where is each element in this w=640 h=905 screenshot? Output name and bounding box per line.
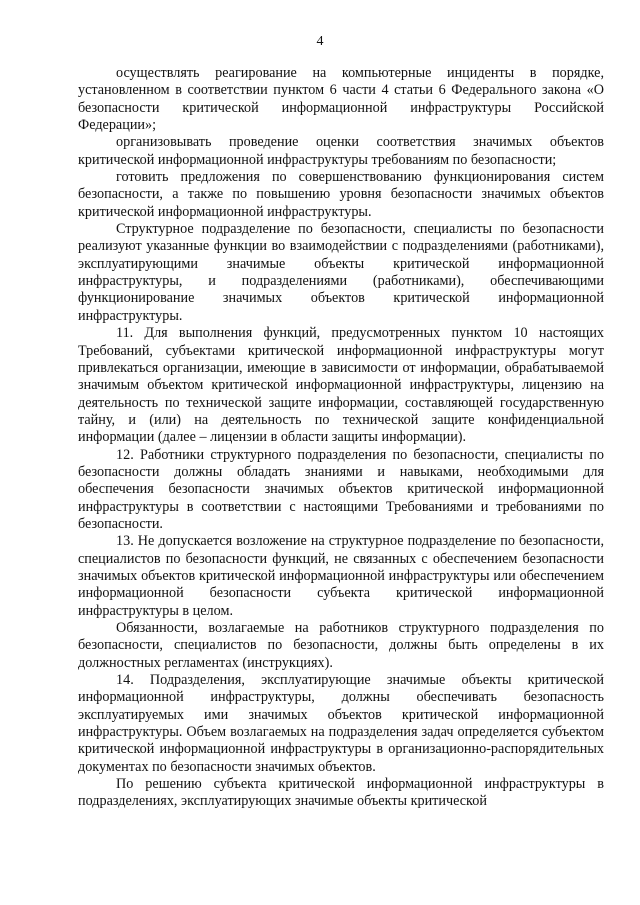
paragraph-11-licenses: 11. Для выполнения функций, предусмотренных пунктом 10 настоящих Требований, субъектами критической информационной инфраструктуры могут привлекаться организации, имеющие в зависимости от информации, обрабатываемой значимым объектом критической информационной инфраструктуры, лицензию на деятельность по технической защите информации, составляющей государственную тайну, и (или) на деятельность по технической защите конфиденциальной информации (далее – лицензии в области защиты информации).	[78, 325, 604, 446]
paragraph-reaction-incidents: осуществлять реагирование на компьютерные инциденты в порядке, установленном в соответствии пунктом 6 части 4 статьи 6 Федерального закона «О безопасности критической информационной инфраструктуры Российской Федерации»;	[78, 65, 604, 134]
paragraph-subject-decision: По решению субъекта критической информационной инфраструктуры в подразделениях, эксплуатирующих значимые объекты критической	[78, 776, 604, 810]
paragraph-duties: Обязанности, возлагаемые на работников структурного подразделения по безопасности, специалистов по безопасности, должны быть определены в их должностных регламентах (инструкциях).	[78, 620, 604, 671]
document-body	[78, 65, 604, 811]
page-number: 4	[316, 34, 324, 49]
paragraph-14-subdivisions: 14. Подразделения, эксплуатирующие значимые объекты критической информационной инфраструктуры, должны обеспечивать безопасность эксплуатируемых ими значимых объектов критической информационной инфраструктуры. Объем возлагаемых на подразделения задач определяется субъектом критической информационной инфраструктуры в организационно-распорядительных документах по безопасности значимых объектов.	[78, 672, 604, 775]
paragraph-conformity-assessment: организовывать проведение оценки соответствия значимых объектов критической информационной инфраструктуры требованиям по безопасности;	[78, 134, 604, 168]
paragraph-interaction: Структурное подразделение по безопасности, специалисты по безопасности реализуют указанные функции во взаимодействии с подразделениями (работниками), эксплуатирующими значимые объекты критической информационной инфраструктуры, и подразделениями (работниками), обеспечивающими функционирование значимых объектов критической информационной инфраструктуры.	[78, 221, 604, 324]
paragraph-13-restrictions: 13. Не допускается возложение на структурное подразделение по безопасности, специалистов по безопасности функций, не связанных с обеспечением безопасности значимых объектов критической информационной инфраструктуры или обеспечением информационной безопасности субъекта критической информационной инфраструктуры в целом.	[78, 533, 604, 619]
paragraph-12-knowledge: 12. Работники структурного подразделения по безопасности, специалисты по безопасности должны обладать знаниями и навыками, необходимыми для обеспечения безопасности значимых объектов критической информационной инфраструктуры в соответствии с настоящими Требованиями и требованиями по безопасности.	[78, 446, 604, 532]
paragraph-improvement-proposals: готовить предложения по совершенствованию функционирования систем безопасности, а также по повышению уровня безопасности значимых объектов критической информационной инфраструктуры.	[78, 169, 604, 220]
